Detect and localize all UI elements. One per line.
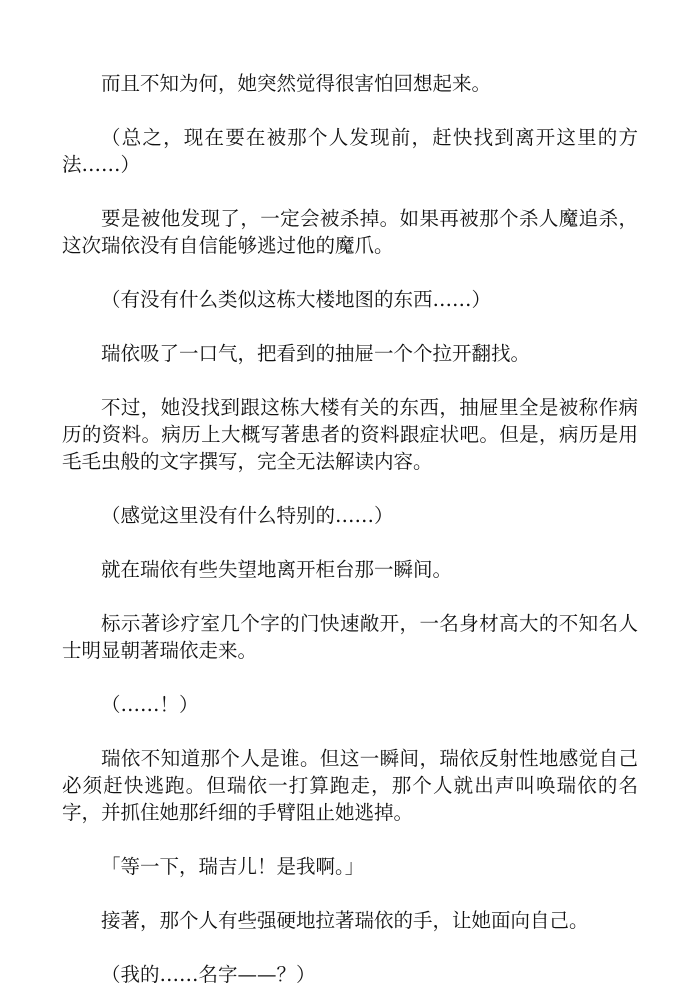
paragraph: 瑞依不知道那个人是谁。但这一瞬间，瑞依反射性地感觉自己必须赶快逃跑。但瑞依一打算跑走，那个人就出声叫唤瑞依的名字，并抓住她那纤细的手臂阻止她逃掉。 [62, 747, 638, 824]
paragraph: （感觉这里没有什么特别的……） [101, 504, 394, 527]
paragraph: （有没有什么类似这栋大楼地图的东西……） [101, 288, 492, 311]
paragraph: 接著，那个人有些强硬地拉著瑞依的手，让她面向自己。 [101, 909, 589, 932]
paragraph: 「等一下，瑞吉儿！是我啊。」 [101, 855, 365, 878]
paragraph: 标示著诊疗室几个字的门快速敞开，一名身材高大的不知名人士明显朝著瑞依走来。 [62, 612, 638, 662]
paragraph: 瑞依吸了一口气，把看到的抽屉一个个拉开翻找。 [101, 342, 531, 365]
paragraph: （……！） [101, 693, 199, 716]
paragraph: 不过，她没找到跟这栋大楼有关的东西，抽屉里全是被称作病历的资料。病历上大概写著患者的资料跟症状吧。但是，病历是用毛毛虫般的文字撰写，完全无法解读内容。 [62, 396, 638, 473]
paragraph: （我的……名字——？） [101, 963, 316, 986]
paragraph: 而且不知为何，她突然觉得很害怕回想起来。 [101, 72, 492, 95]
paragraph: （总之，现在要在被那个人发现前，赶快找到离开这里的方法……） [62, 126, 638, 176]
paragraph: 就在瑞依有些失望地离开柜台那一瞬间。 [101, 558, 453, 581]
paragraph: 要是被他发现了，一定会被杀掉。如果再被那个杀人魔追杀，这次瑞依没有自信能够逃过他的魔爪。 [62, 207, 638, 257]
document-page [62, 70, 638, 988]
